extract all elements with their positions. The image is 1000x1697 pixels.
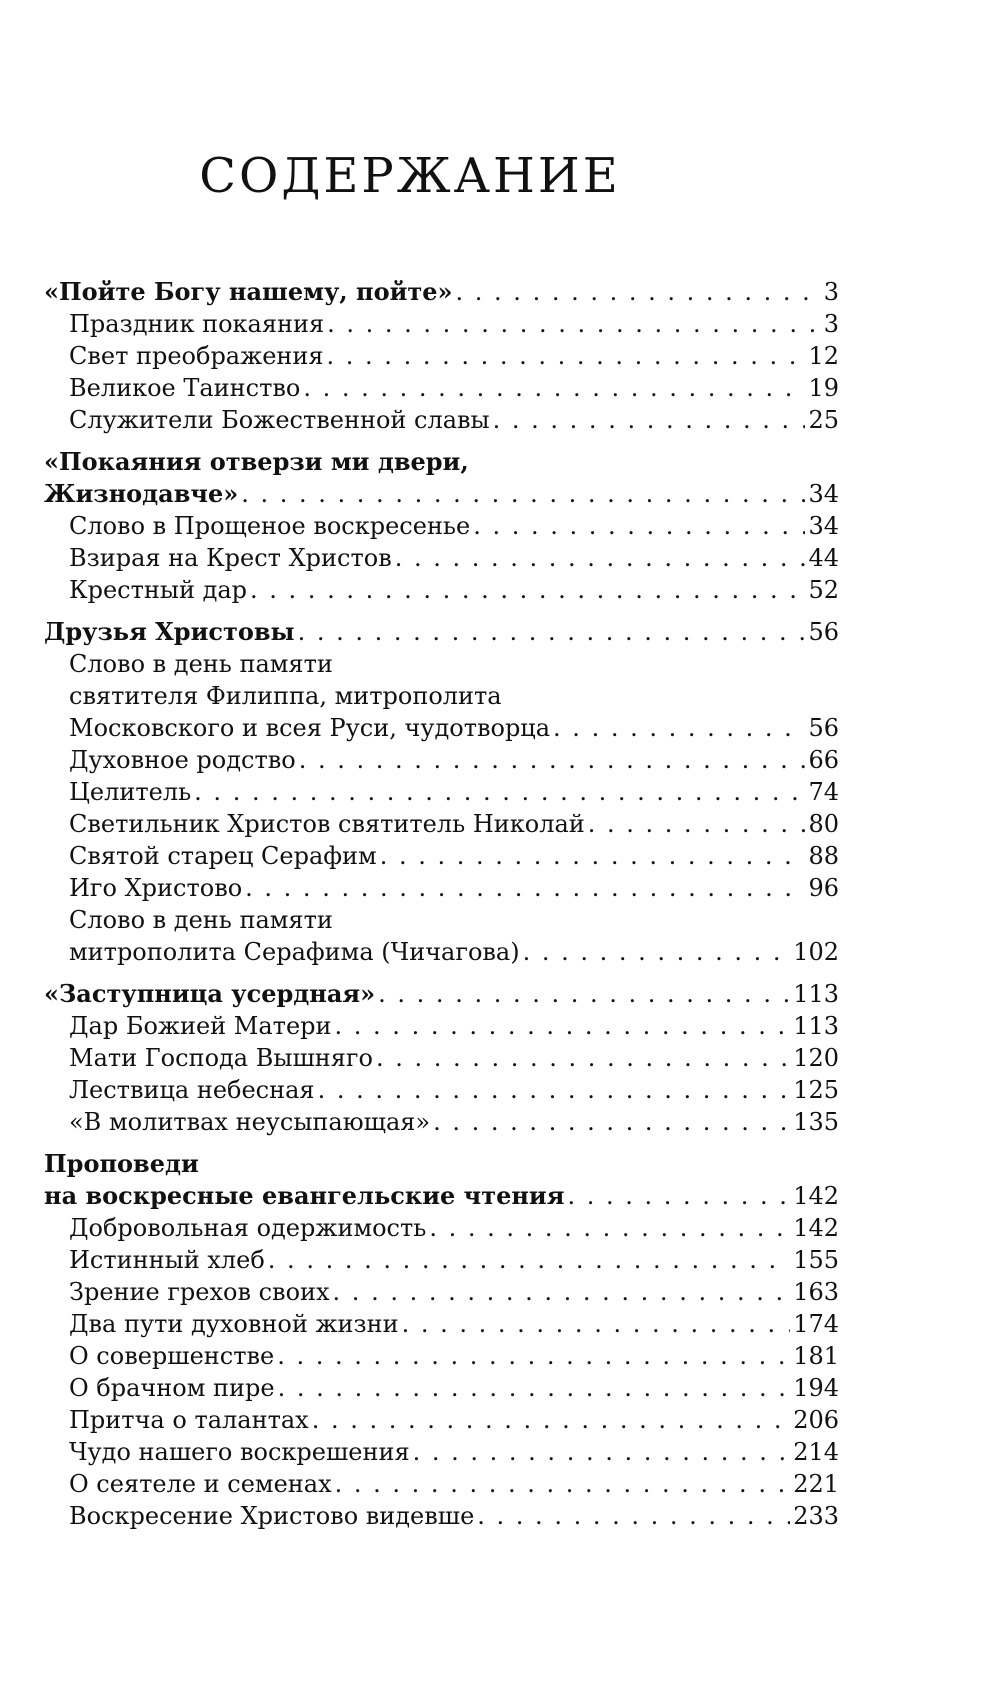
toc-entry-title: Воскресение Христово видевше xyxy=(69,1502,475,1530)
toc-section-heading[interactable] xyxy=(44,478,839,510)
toc-entry-title: Московского и всея Руси, чудотворца xyxy=(69,714,551,742)
dot-leader xyxy=(333,1276,791,1308)
toc-entry[interactable] xyxy=(44,1500,839,1532)
toc-heading-line: «Покаяния отверзи ми двери, xyxy=(44,447,469,476)
toc-entry-title: Великое Таинство xyxy=(69,374,301,402)
toc-page-number: 34 xyxy=(808,512,839,540)
toc-entry-title: Притча о талантах xyxy=(69,1406,309,1434)
dot-leader xyxy=(335,1468,791,1500)
toc-entry[interactable] xyxy=(44,744,839,776)
toc-page-number: 221 xyxy=(793,1470,839,1498)
toc-entry-title: Чудо нашего воскрешения xyxy=(69,1438,410,1466)
toc-entry-line: Слово в день памяти xyxy=(69,906,333,934)
table-of-contents xyxy=(44,276,839,1542)
dot-leader xyxy=(318,1074,791,1106)
toc-entry-line: святителя Филиппа, митрополита xyxy=(69,682,502,710)
toc-page-number: 206 xyxy=(793,1406,839,1434)
toc-section-heading[interactable] xyxy=(44,276,839,308)
toc-heading-title: Жизнодавче» xyxy=(44,479,239,508)
toc-page-number: 120 xyxy=(793,1044,839,1072)
dot-leader xyxy=(477,1500,790,1532)
toc-entry-title: Иго Христово xyxy=(69,874,243,902)
toc-page-number: 113 xyxy=(793,980,839,1008)
page-title: СОДЕРЖАНИЕ xyxy=(199,148,621,204)
toc-section-heading[interactable] xyxy=(44,1180,839,1212)
toc-section-2 xyxy=(44,446,839,606)
dot-leader xyxy=(413,1436,791,1468)
toc-heading-line: Проповеди xyxy=(44,1149,199,1178)
toc-entry-title: Зрение грехов своих xyxy=(69,1278,330,1306)
toc-page-number: 3 xyxy=(823,278,839,306)
toc-entry[interactable] xyxy=(44,574,839,606)
toc-page-number: 102 xyxy=(793,938,839,966)
toc-entry-title: Добровольная одержимость xyxy=(69,1214,427,1242)
toc-entry-title: митрополита Серафима (Чичагова) xyxy=(69,938,520,966)
toc-entry[interactable] xyxy=(44,542,839,574)
toc-entry[interactable] xyxy=(44,936,839,968)
toc-page-number: 3 xyxy=(823,310,839,338)
toc-page-number: 194 xyxy=(793,1374,839,1402)
dot-leader xyxy=(402,1308,791,1340)
toc-entry-title: О совершенстве xyxy=(69,1342,275,1370)
toc-page-number: 88 xyxy=(808,842,839,870)
toc-entry[interactable] xyxy=(44,510,839,542)
toc-section-4 xyxy=(44,978,839,1138)
toc-entry[interactable] xyxy=(44,1308,839,1340)
dot-leader xyxy=(588,808,806,840)
toc-entry-title: Светильник Христов святитель Николай xyxy=(69,810,585,838)
toc-entry[interactable] xyxy=(44,1244,839,1276)
dot-leader xyxy=(380,840,806,872)
toc-entry[interactable] xyxy=(44,1340,839,1372)
toc-entry-title: Взирая на Крест Христов xyxy=(69,544,392,572)
toc-heading-title: «Пойте Богу нашему, пойте» xyxy=(44,277,453,306)
toc-entry-title: Мати Господа Вышняго xyxy=(69,1044,373,1072)
toc-entry[interactable] xyxy=(44,1372,839,1404)
toc-entry-title: О сеятеле и семенах xyxy=(69,1470,332,1498)
toc-page-number: 163 xyxy=(793,1278,839,1306)
toc-section-heading[interactable] xyxy=(44,978,839,1010)
dot-leader xyxy=(473,510,805,542)
toc-entry-title: Два пути духовной жизни xyxy=(69,1310,399,1338)
dot-leader xyxy=(327,340,806,372)
toc-entry[interactable] xyxy=(44,1468,839,1500)
toc-entry[interactable] xyxy=(44,1074,839,1106)
toc-page-number: 142 xyxy=(793,1214,839,1242)
dot-leader xyxy=(194,776,805,808)
toc-entry[interactable] xyxy=(44,1042,839,1074)
toc-page-number: 80 xyxy=(808,810,839,838)
toc-entry-title: Праздник покаяния xyxy=(69,310,325,338)
dot-leader xyxy=(241,478,805,510)
toc-entry-line: Слово в день памяти xyxy=(69,650,333,678)
dot-leader xyxy=(312,1404,790,1436)
toc-entry[interactable] xyxy=(44,1436,839,1468)
toc-entry-title: Духовное родство xyxy=(69,746,296,774)
toc-entry-title: Истинный хлеб xyxy=(69,1246,265,1274)
toc-entry-title: Служители Божественной славы xyxy=(69,406,490,434)
dot-leader xyxy=(327,308,821,340)
toc-heading-title: «Заступница усердная» xyxy=(44,979,376,1008)
toc-page-number: 66 xyxy=(808,746,839,774)
toc-page-number: 155 xyxy=(793,1246,839,1274)
dot-leader xyxy=(245,872,805,904)
toc-page-number: 214 xyxy=(793,1438,839,1466)
toc-entry-title: Целитель xyxy=(69,778,192,806)
dot-leader xyxy=(493,404,806,436)
toc-entry-title: «В молитвах неусыпающая» xyxy=(69,1108,431,1136)
toc-entry[interactable] xyxy=(44,1106,839,1138)
toc-entry[interactable] xyxy=(44,776,839,808)
toc-page-number: 74 xyxy=(808,778,839,806)
toc-entry[interactable] xyxy=(44,1212,839,1244)
toc-entry-title: Лествица небесная xyxy=(69,1076,315,1104)
toc-entry[interactable] xyxy=(44,1404,839,1436)
toc-entry[interactable] xyxy=(44,872,839,904)
toc-page-number: 56 xyxy=(808,618,839,646)
toc-entry-title: Свет преображения xyxy=(69,342,324,370)
dot-leader xyxy=(523,936,791,968)
dot-leader xyxy=(567,1180,790,1212)
toc-page-number: 19 xyxy=(808,374,839,402)
toc-entry[interactable] xyxy=(44,840,839,872)
dot-leader xyxy=(335,1010,791,1042)
toc-page-number: 25 xyxy=(808,406,839,434)
toc-page-number: 233 xyxy=(793,1502,839,1530)
dot-leader xyxy=(299,744,806,776)
toc-entry[interactable] xyxy=(44,340,839,372)
toc-page-number: 96 xyxy=(808,874,839,902)
toc-page-number: 181 xyxy=(793,1342,839,1370)
toc-page-number: 12 xyxy=(808,342,839,370)
toc-page-number: 174 xyxy=(793,1310,839,1338)
dot-leader xyxy=(278,1372,791,1404)
toc-entry-title: Крестный дар xyxy=(69,576,248,604)
toc-heading-title: на воскресные евангельские чтения xyxy=(44,1181,565,1210)
dot-leader xyxy=(378,978,790,1010)
toc-entry[interactable] xyxy=(44,308,839,340)
toc-page-number: 125 xyxy=(793,1076,839,1104)
dot-leader xyxy=(250,574,805,606)
toc-section-3 xyxy=(44,616,839,968)
toc-heading-title: Друзья Христовы xyxy=(44,617,295,646)
dot-leader xyxy=(395,542,806,574)
dot-leader xyxy=(303,372,805,404)
toc-page-number: 113 xyxy=(793,1012,839,1040)
dot-leader xyxy=(433,1106,790,1138)
dot-leader xyxy=(268,1244,790,1276)
toc-page-number: 56 xyxy=(808,714,839,742)
dot-leader xyxy=(553,712,805,744)
toc-section-5 xyxy=(44,1148,839,1532)
dot-leader xyxy=(456,276,821,308)
dot-leader xyxy=(376,1042,790,1074)
toc-entry[interactable] xyxy=(44,404,839,436)
toc-section-1 xyxy=(44,276,839,436)
dot-leader xyxy=(429,1212,790,1244)
dot-leader xyxy=(277,1340,790,1372)
toc-page-number: 135 xyxy=(793,1108,839,1136)
toc-page-number: 44 xyxy=(808,544,839,572)
toc-entry[interactable] xyxy=(44,372,839,404)
toc-page-number: 142 xyxy=(793,1182,839,1210)
toc-entry[interactable] xyxy=(44,712,839,744)
toc-entry-title: Дар Божией Матери xyxy=(69,1012,332,1040)
toc-entry[interactable] xyxy=(44,1010,839,1042)
toc-entry-title: О брачном пире xyxy=(69,1374,275,1402)
toc-section-heading[interactable] xyxy=(44,616,839,648)
toc-page-number: 34 xyxy=(808,480,839,508)
toc-entry[interactable] xyxy=(44,808,839,840)
dot-leader xyxy=(298,616,806,648)
toc-entry-title: Слово в Прощеное воскресенье xyxy=(69,512,471,540)
toc-page-number: 52 xyxy=(808,576,839,604)
toc-entry-title: Святой старец Серафим xyxy=(69,842,377,870)
toc-entry[interactable] xyxy=(44,1276,839,1308)
